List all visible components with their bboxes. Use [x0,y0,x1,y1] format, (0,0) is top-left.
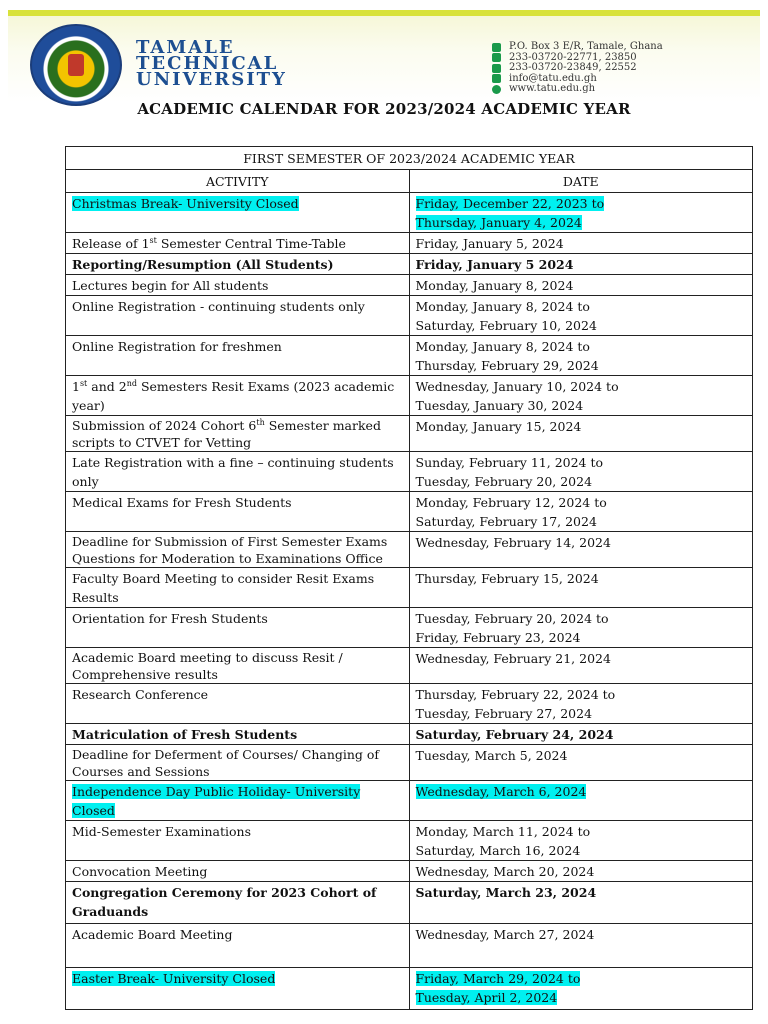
date-cell: Sunday, February 11, 2024 to Tuesday, February 20, 2024 [409,452,753,492]
date-cell: Monday, January 8, 2024 to Thursday, February 29, 2024 [409,336,753,376]
activity-cell: Deadline for Submission of First Semester Exams Questions for Moderation to Examinations Office [66,532,410,568]
date-cell: Tuesday, March 5, 2024 [409,745,753,781]
date-cell: Monday, January 8, 2024 [409,275,753,296]
table-row [66,608,753,648]
table-row [66,532,753,568]
activity-cell: Release of 1st Semester Central Time-Table [66,233,410,254]
activity-cell: Academic Board meeting to discuss Resit / Comprehensive results [66,648,410,684]
date-cell: Friday, January 5 2024 [409,254,753,275]
university-name-line: TECHNICAL [136,53,279,74]
table-row [66,376,753,416]
date-cell: Wednesday, January 10, 2024 to Tuesday, January 30, 2024 [409,376,753,416]
table-row [66,684,753,724]
date-cell: Saturday, February 24, 2024 [409,724,753,745]
university-name [136,37,336,90]
activity-cell: Submission of 2024 Cohort 6th Semester marked scripts to CTVET for Vetting [66,416,410,452]
date-cell: Wednesday, March 6, 2024 [409,781,753,821]
date-cell: Monday, March 11, 2024 to Saturday, March 16, 2024 [409,821,753,861]
activity-cell: Research Conference [66,684,410,724]
date-cell: Wednesday, February 14, 2024 [409,532,753,568]
date-cell: Wednesday, March 27, 2024 [409,924,753,968]
page-title: ACADEMIC CALENDAR FOR 2023/2024 ACADEMIC YEAR [137,100,631,118]
column-header-row [66,170,753,193]
activity-cell: Matriculation of Fresh Students [66,724,410,745]
activity-cell: 1st and 2nd Semesters Resit Exams (2023 academic year) [66,376,410,416]
university-name-line: TAMALE [136,37,235,58]
phone-icon [492,53,501,62]
date-cell: Friday, March 29, 2024 to Tuesday, April 2, 2024 [409,968,753,1010]
activity-cell: Faculty Board Meeting to consider Resit Exams Results [66,568,410,608]
mailbox-icon [492,43,501,52]
date-cell: Thursday, February 15, 2024 [409,568,753,608]
phone-icon [492,64,501,73]
activity-cell: Late Registration with a fine – continuing students only [66,452,410,492]
table-row [66,781,753,821]
table-row [66,416,753,452]
table-row [66,275,753,296]
activity-cell: Online Registration for freshmen [66,336,410,376]
globe-icon [492,85,501,94]
date-column-header: DATE [409,170,753,193]
activity-cell: Independence Day Public Holiday- University Closed [66,781,410,821]
torch-emblem-icon [68,54,84,76]
date-cell: Saturday, March 23, 2024 [409,882,753,924]
date-cell: Wednesday, February 21, 2024 [409,648,753,684]
activity-cell: Congregation Ceremony for 2023 Cohort of Graduands [66,882,410,924]
date-cell: Wednesday, March 20, 2024 [409,861,753,882]
date-cell: Tuesday, February 20, 2024 to Friday, February 23, 2024 [409,608,753,648]
activity-cell: Easter Break- University Closed [66,968,410,1010]
table-row [66,233,753,254]
date-cell: Monday, January 8, 2024 to Saturday, February 10, 2024 [409,296,753,336]
contact-email: info@tatu.edu.gh [509,72,597,84]
activity-cell: Academic Board Meeting [66,924,410,968]
table-row [66,882,753,924]
table-row [66,821,753,861]
table-row [66,568,753,608]
date-cell: Thursday, February 22, 2024 to Tuesday, February 27, 2024 [409,684,753,724]
activity-column-header: ACTIVITY [66,170,410,193]
contact-phone-1: 233-03720-22771, 23850 [509,51,637,63]
activity-cell: Reporting/Resumption (All Students) [66,254,410,275]
activity-cell: Orientation for Fresh Students [66,608,410,648]
calendar-rows [66,193,753,1010]
table-row [66,254,753,275]
table-row [66,492,753,532]
date-cell: Monday, January 15, 2024 [409,416,753,452]
date-cell: Monday, February 12, 2024 to Saturday, February 17, 2024 [409,492,753,532]
semester-header-row [66,147,753,170]
activity-cell: Mid-Semester Examinations [66,821,410,861]
activity-cell: Medical Exams for Fresh Students [66,492,410,532]
calendar-table [65,146,753,1010]
table-row [66,861,753,882]
table-row [66,452,753,492]
table-row [66,968,753,1010]
contact-website: www.tatu.edu.gh [509,83,596,94]
activity-cell: Christmas Break- University Closed [66,193,410,233]
contact-block [492,42,752,95]
table-row [66,296,753,336]
table-row [66,924,753,968]
activity-cell: Lectures begin for All students [66,275,410,296]
contact-address: P.O. Box 3 E/R, Tamale, Ghana [509,41,663,52]
date-cell: Friday, December 22, 2023 to Thursday, January 4, 2024 [409,193,753,233]
date-cell: Friday, January 5, 2024 [409,233,753,254]
table-row [66,648,753,684]
table-row [66,724,753,745]
email-icon [492,74,501,83]
university-name-line: UNIVERSITY [136,69,287,90]
semester-heading: FIRST SEMESTER OF 2023/2024 ACADEMIC YEAR [66,147,753,170]
contact-phone-2: 233-03720-23849, 22552 [509,62,637,73]
table-row [66,745,753,781]
table-row [66,193,753,233]
university-seal-logo [30,24,122,106]
table-row [66,336,753,376]
activity-cell: Online Registration - continuing students only [66,296,410,336]
activity-cell: Deadline for Deferment of Courses/ Changing of Courses and Sessions [66,745,410,781]
activity-cell: Convocation Meeting [66,861,410,882]
